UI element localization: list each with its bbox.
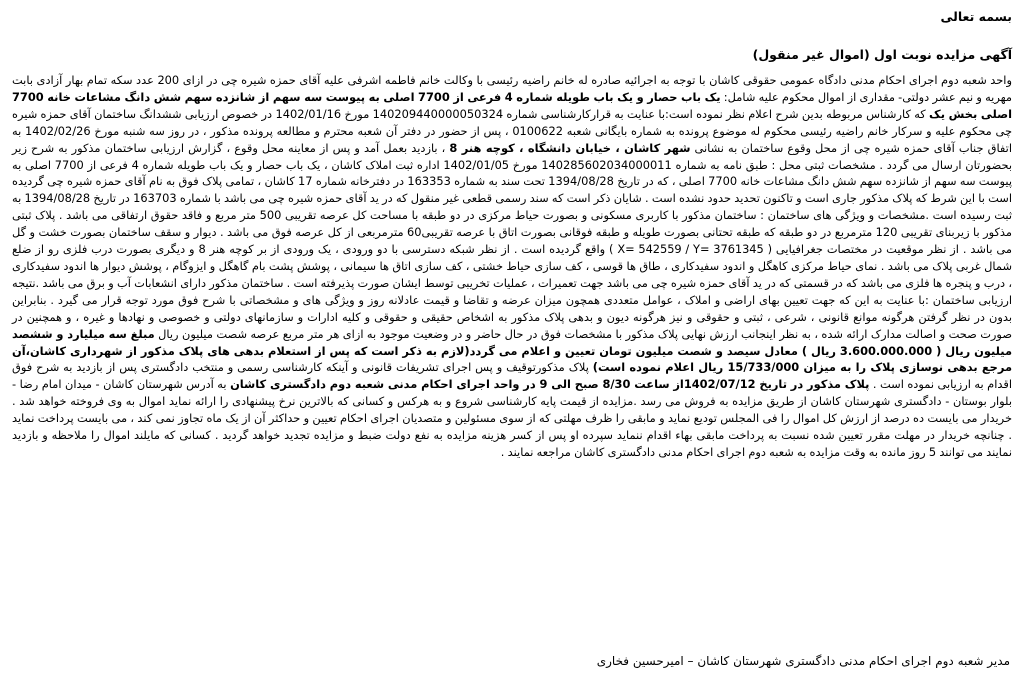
notice-title: آگهی مزایده نوبت اول (اموال غیر منقول) [752,47,1012,62]
body-appraisal-intro: که کارشناس مربوطه بدین شرح اعلام نظر نموده است:با عنایت به قرارکارشناسی شماره 140209440000050324 مورخ 1402/01/16 در خصوص ارزیابی ششدانگ ساختمان آقای حمزه شیره چی محکوم علیه و سرکار خانم راضیه رئیسی محکوم له موضوع پرونده به شماره بایگانی شعبه 0100622 ، پس از حضور در دفتر آن شعبه محترم و مطالعه پرونده مذکور ، در روز سه شنبه مورخ 1402/02/26 به اتفاق جناب آقای حمزه شیره چی از محل وقوع ساختمان به نشانی [12,106,1013,155]
appraised-value: مبلغ سه میلیارد و ششصد میلیون ریال ( 3.600.000.000 ریال ) معادل سیصد و شصت میلیون تومان تعیین و اعلام می گردد(لازم به ذکر است که پس از استعلام بدهی های پلاک مذکور از شهرداری کاشان،آن مرجع بدهی نوسازی پلاک را به میزان 15/733/000 ریال اعلام نموده است) [12,326,1012,375]
body-appraisal-details: ، بازدید بعمل آمد و پس از معاینه محل وقوع ، گزارش ارزیابی ساختمان مذکور به شرح زیر بحضورتان ارسال می گردد . مشخصات ثبتی محل : طبق نامه به شماره 140285602034000011 مورخ 1402/01/05 اداره ثبت املاک کاشان ، یک باب حصار و یک باب طویله شماره 4 فرعی از 7700 اصلی به پیوست سه سهم از شانزده سهم شش دانگ مشاعات خانه 7700 اصلی ، که در تاریخ 1394/08/28 تحت سند به شماره 163353 در دفترخانه شماره 17 کاشان ، تمامی پلاک فوق به نام آقای حمزه شیره چی گردیده است با این شرط که پلاک مذکور جاری است و تاکنون تحدید حدود نشده است . شایان ذکر است که سند رسمی قطعی غیر منقول که در ید آقای حمزه شیره چی می باشد با شماره 163703 در تاریخ 1394/08/28 به ثبت رسیده است .مشخصات و ویژگی های ساختمان : ساختمان مذکور با کاربری مسکونی و بصورت حیاط مرکزی در دو طبقه با مساحت کل عرصه تقریبی 500 متر مربع و فاقد حقوق ارتفاقی می باشد . پلاک ثبتی مذکور با زیربنای تقریبی 120 مترمربع در دو طبقه که طبقه تحتانی بصورت طویله و طبقه فوقانی بصورت اتاق با عرصه تقریبی60 مترمربعی از کل عرصه فوق می باشد . دیوار و سقف ساختمان بصورت خشت و گل می باشد . از نظر موقعیت در مختصات جغرافیایی ( X= 542559 / Y= 3761345 ) واقع گردیده است . از نظر شبکه دسترسی با دو ورودی ، یک ورودی از بر کوچه هنر 8 و دیگری بصورت درب فلزی رو از ضلع شمال غربی پلاک می باشد . نمای حیاط مرکزی کاهگل و اندود سفیدکاری ، طاق ها قوسی ، کف سازی حیاط خشتی ، کف سازی اتاق ها سیمانی ، پوشش پشت بام گاهگل و ایزوگام ، پوشش دیوار ها اندود سفیدکاری ، درب و پنجره ها فلزی می باشد که در قسمتی که در ید آقای حمزه شیره چی می باشد جهت تعمیرات ، عملیات تخریبی توسط ایشان صورت پذیرفته است . ساختمان مذکور دارای انشعابات آب و برق می باشد .نتیجه ارزیابی ساختمان :با عنایت به این که جهت تعیین بهای اراضی و املاک ، عوامل متعددی همچون میزان عرضه و تقاضا و قیمت عادلانه روز و ویژگی های و مشخصاتی با شرح فوق مورد توجه قرار می گیرد . بنابراین بدون در نظر گرفتن هرگونه موانع قانونی ، شرعی ، ثبتی و حقوقی و نیز هرگونه دیون و بدهی پلاک مذکور به اشخاص حقیقی و حقوقی و کلیه ادارات و سازمانهای دولتی و خصوصی و نهادها و غیره ، و همچنین در صورت صحت و اصالت مدارک ارائه شده ، به نظر اینجانب ارزش نهایی پلاک مذکور با مشخصات فوق در حال حاضر و در وضعیت موجود به ازای هر متر مربع عرصه شصت میلیون ریال [12,140,1013,341]
notice-body [12,72,1012,461]
property-address: شهر کاشان ، خیابان دانشگاه ، کوچه هنر 8 [449,140,691,155]
auction-date-time: پلاک مذکور در تاریخ 1402/07/12از ساعت 8/30 صبح الی 9 در واحد اجرای احکام مدنی شعبه دوم دادگستری کاشان [230,377,870,392]
body-intro: واحد شعبه دوم اجرای احکام مدنی دادگاه عمومی حقوقی کاشان با توجه به اجرائیه صادره له خانم راضیه رئیسی با وکالت خانم فاطمه اشرفی علیه آقای حمزه شیره چی در ازای 200 عدد سکه تمام بهار آزادی بابت مهریه و نیم عشر دولتی- مقداری از اموال محکوم علیه شامل: [12,73,1012,104]
body-seizure-note: پلاک مذکورتوقیف و پس اجرای تشریفات قانونی و آینکه کارشناسی رسمی و منتخب دادگستری پس از بازدید به شرح فوق اقدام به ارزیابی نموده است . [12,360,1012,392]
signature-line: مدیر شعبه دوم اجرای احکام مدنی دادگستری شهرستان کاشان – امیرحسین فخاری [596,654,1010,668]
property-description: یک باب حصار و یک باب طویله شماره 4 فرعی از 7700 اصلی به پیوست سه سهم از شانزده سهم شش دانگ مشاعات خانه 7700 اصلی بخش یک [12,89,1013,121]
basmala-heading: بسمه تعالی [940,9,1012,24]
body-auction-terms: به آدرس شهرستان کاشان - میدان امام رضا - بلوار بوستان - دادگستری شهرستان کاشان از طریق مزایده به فروش می رسد .مزایده از قیمت پایه کارشناسی شروع و به هرکس و کسانی که بالاترین نرخ پیشنهادی را ارائه نماید اموال به وی فروخته خواهد شد . خریدار می بایست ده درصد از ارزش کل اموال را فی المجلس تودیع نماید و مابقی را ظرف مهلتی که از سوی مسئولین و متصدیان اجرای احکام تعیین و حداکثر آن از یک ماه تجاوز نمی کند ، می بایست پرداخت نماید . چنانچه خریدار در مهلت مقرر تعیین شده نسبت به پرداخت مابقی بهاء اقدام ننماید سپرده او پس از کسر هزینه مزایده به نفع دولت ضبط و مزایده تجدید خواهد گردید . کسانی که مایلند اموال را ملاحظه و بازدید نمایند می توانند 5 روز مانده به وقت مزایده به شعبه دوم اجرای احکام مدنی دادگستری کاشان مراجعه نمایند . [12,377,1012,459]
